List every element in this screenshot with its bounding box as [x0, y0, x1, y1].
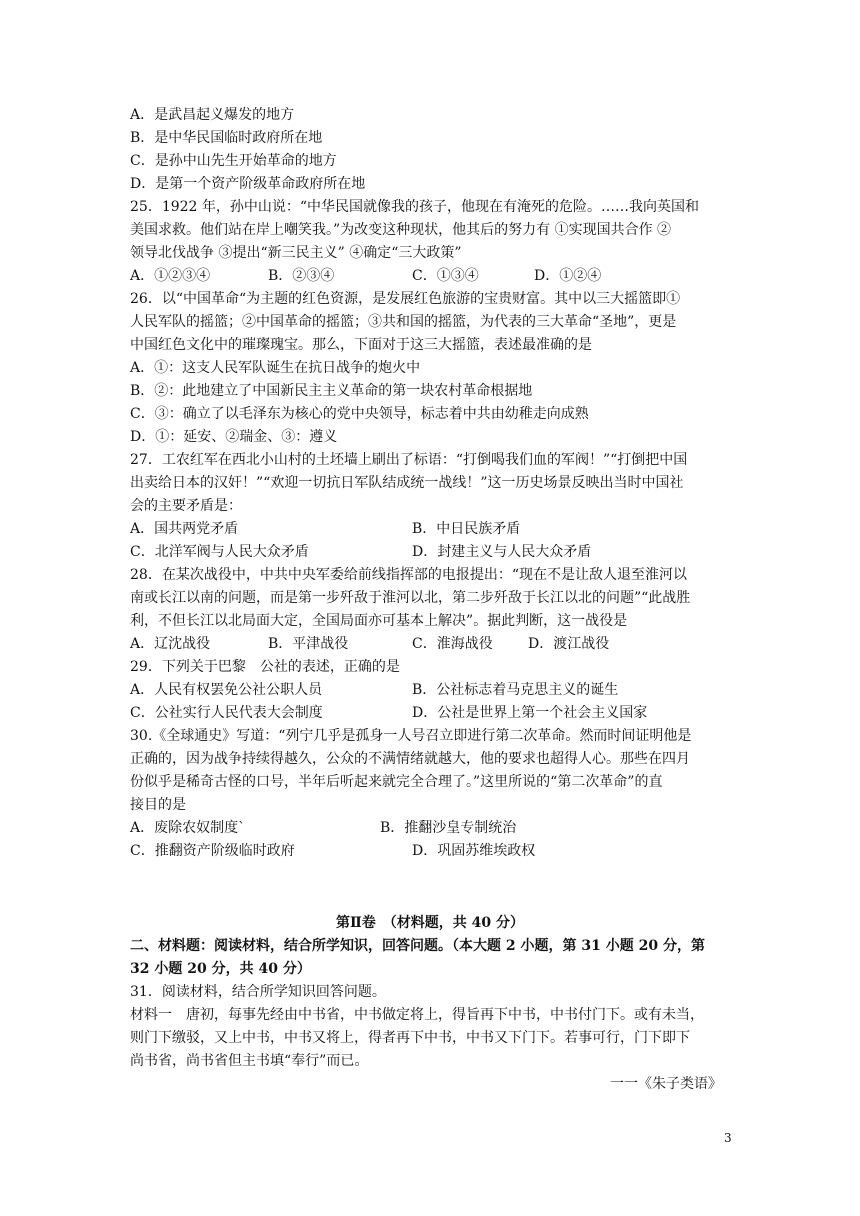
q27-stem-line: 会的主要矛盾是：: [130, 498, 242, 514]
q28-option-d: D．渡江战役: [528, 636, 610, 652]
q26-stem-line: 26．以“中国革命“为主题的红色资源，是发展红色旅游的宝贵财富。其中以三大摇篮即①: [130, 291, 681, 307]
q24-option-d: D．是第一个资产阶级革命政府所在地: [130, 176, 366, 192]
q26-stem-line: 人民军队的摇篮；②中国革命的摇篮；③共和国的摇篮，为代表的三大革命“圣地”，更是: [130, 314, 677, 330]
page-number: 3: [724, 1131, 732, 1145]
q31-material-line: 尚书省，尚书省但主书填“奉行”而已。: [130, 1053, 369, 1069]
q29-option-a: A．人民有权罢免公社公职人员: [130, 682, 323, 698]
q27-stem-line: 27．工农红军在西北小山村的土坯墙上刷出了标语：“打倒喝我们血的军阀！”“打倒把中国: [130, 452, 688, 468]
q27-stem-line: 出卖给日本的汉奸！”“欢迎一切抗日军队结成统一战线！”这一历史场景反映出当时中国社: [130, 475, 684, 491]
q31-stem: 31．阅读材料，结合所学知识回答问题。: [130, 984, 386, 1000]
q26-option-a: A．①：这支人民军队诞生在抗日战争的炮火中: [130, 360, 421, 376]
q26-option-b: B．②：此地建立了中国新民主主义革命的第一块农村革命根据地: [130, 383, 533, 399]
q24-option-c: C．是孙中山先生开始革命的地方: [130, 153, 337, 169]
q26-stem-line: 中国红色文化中的璀璨瑰宝。那么，下面对于这三大摇篮，表述最准确的是: [130, 337, 592, 353]
q30-stem-line: 份似乎是稀奇古怪的口号，半年后听起来就完全合理了。”这里所说的“第二次革命”的直: [130, 774, 663, 790]
q27-option-d: D．封建主义与人民大众矛盾: [412, 544, 592, 560]
part2-heading-line: 二、材料题：阅读材料，结合所学知识，回答问题。（本大题 2 小题，第 31 小题 20 分，第: [130, 938, 705, 954]
q28-option-b: B．平津战役: [268, 636, 349, 652]
q25-option-a: A．①②③④: [130, 268, 211, 284]
q28-option-a: A．辽沈战役: [130, 636, 211, 652]
q27-option-c: C．北洋军阀与人民大众矛盾: [130, 544, 309, 560]
part2-heading-line: 32 小题 20 分，共 40 分）: [130, 961, 311, 977]
q31-source: 一一《朱子类语》: [610, 1076, 722, 1092]
q25-option-d: D．①②④: [534, 268, 602, 284]
q30-option-a: A．废除农奴制度`: [130, 820, 246, 836]
q29-option-c: C．公社实行人民代表大会制度: [130, 705, 323, 721]
q29-option-b: B．公社标志着马克思主义的诞生: [412, 682, 619, 698]
q30-stem-line: 30.《全球通史》写道：“列宁几乎是孤身一人号召立即进行第二次革命。然而时间证明他是: [130, 728, 692, 744]
q25-stem-line: 美国求救。他们站在岸上嘲笑我。”为改变这种现状，他其后的努力有 ①实现国共合作 ②: [130, 222, 672, 238]
q30-stem-line: 接目的是: [130, 797, 186, 813]
q31-material-line: 材料一 唐初，每事先经由中书省，中书做定将上，得旨再下中书，中书付门下。或有未当，: [130, 1007, 704, 1023]
q27-option-a: A．国共两党矛盾: [130, 521, 239, 537]
q25-stem-line: 25．1922 年，孙中山说：“中华民国就像我的孩子，他现在有淹死的危险。……我向英国和: [130, 199, 700, 215]
q25-option-b: B．②③④: [268, 268, 335, 284]
q30-option-c: C．推翻资产阶级临时政府: [130, 843, 295, 859]
q28-option-c: C．淮海战役: [412, 636, 493, 652]
q28-stem-line: 28．在某次战役中，中共中央军委给前线指挥部的电报提出：“现在不是让敌人退至淮河以: [130, 567, 687, 583]
q28-stem-line: 利，不但长江以北局面大定，全国局面亦可基本上解决”。据此判断，这一战役是: [130, 613, 628, 629]
part2-title: 第Ⅱ卷 （材料题，共 40 分）: [335, 915, 525, 931]
q30-option-b: B．推翻沙皇专制统治: [380, 820, 517, 836]
q25-stem-line: 领导北伐战争 ③提出“新三民主义” ④确定“三大政策”: [130, 245, 462, 261]
q26-option-c: C．③：确立了以毛泽东为核心的党中央领导，标志着中共由幼稚走向成熟: [130, 406, 589, 422]
q30-option-d: D．巩固苏维埃政权: [412, 843, 536, 859]
q27-option-b: B．中日民族矛盾: [412, 521, 521, 537]
q31-material-line: 则门下缴驳，又上中书，中书又将上，得者再下中书，中书又下门下。若事可行，门下即下: [130, 1030, 690, 1046]
q29-option-d: D．公社是世界上第一个社会主义国家: [412, 705, 648, 721]
q26-option-d: D．①：延安、②瑞金、③：遵义: [130, 429, 338, 445]
q29-stem-line: 29．下列关于巴黎 公社的表述，正确的是: [130, 659, 400, 675]
q25-option-c: C．①③④: [412, 268, 479, 284]
q24-option-b: B．是中华民国临时政府所在地: [130, 130, 323, 146]
q28-stem-line: 南或长江以南的问题，而是第一步歼敌于淮河以北，第二步歼敌于长江以北的问题”“此战胜: [130, 590, 691, 606]
q30-stem-line: 正确的，因为战争持续得越久，公众的不满情绪就越大，他的要求也超得人心。那些在四月: [130, 751, 690, 767]
q24-option-a: A．是武昌起义爆发的地方: [130, 107, 295, 123]
